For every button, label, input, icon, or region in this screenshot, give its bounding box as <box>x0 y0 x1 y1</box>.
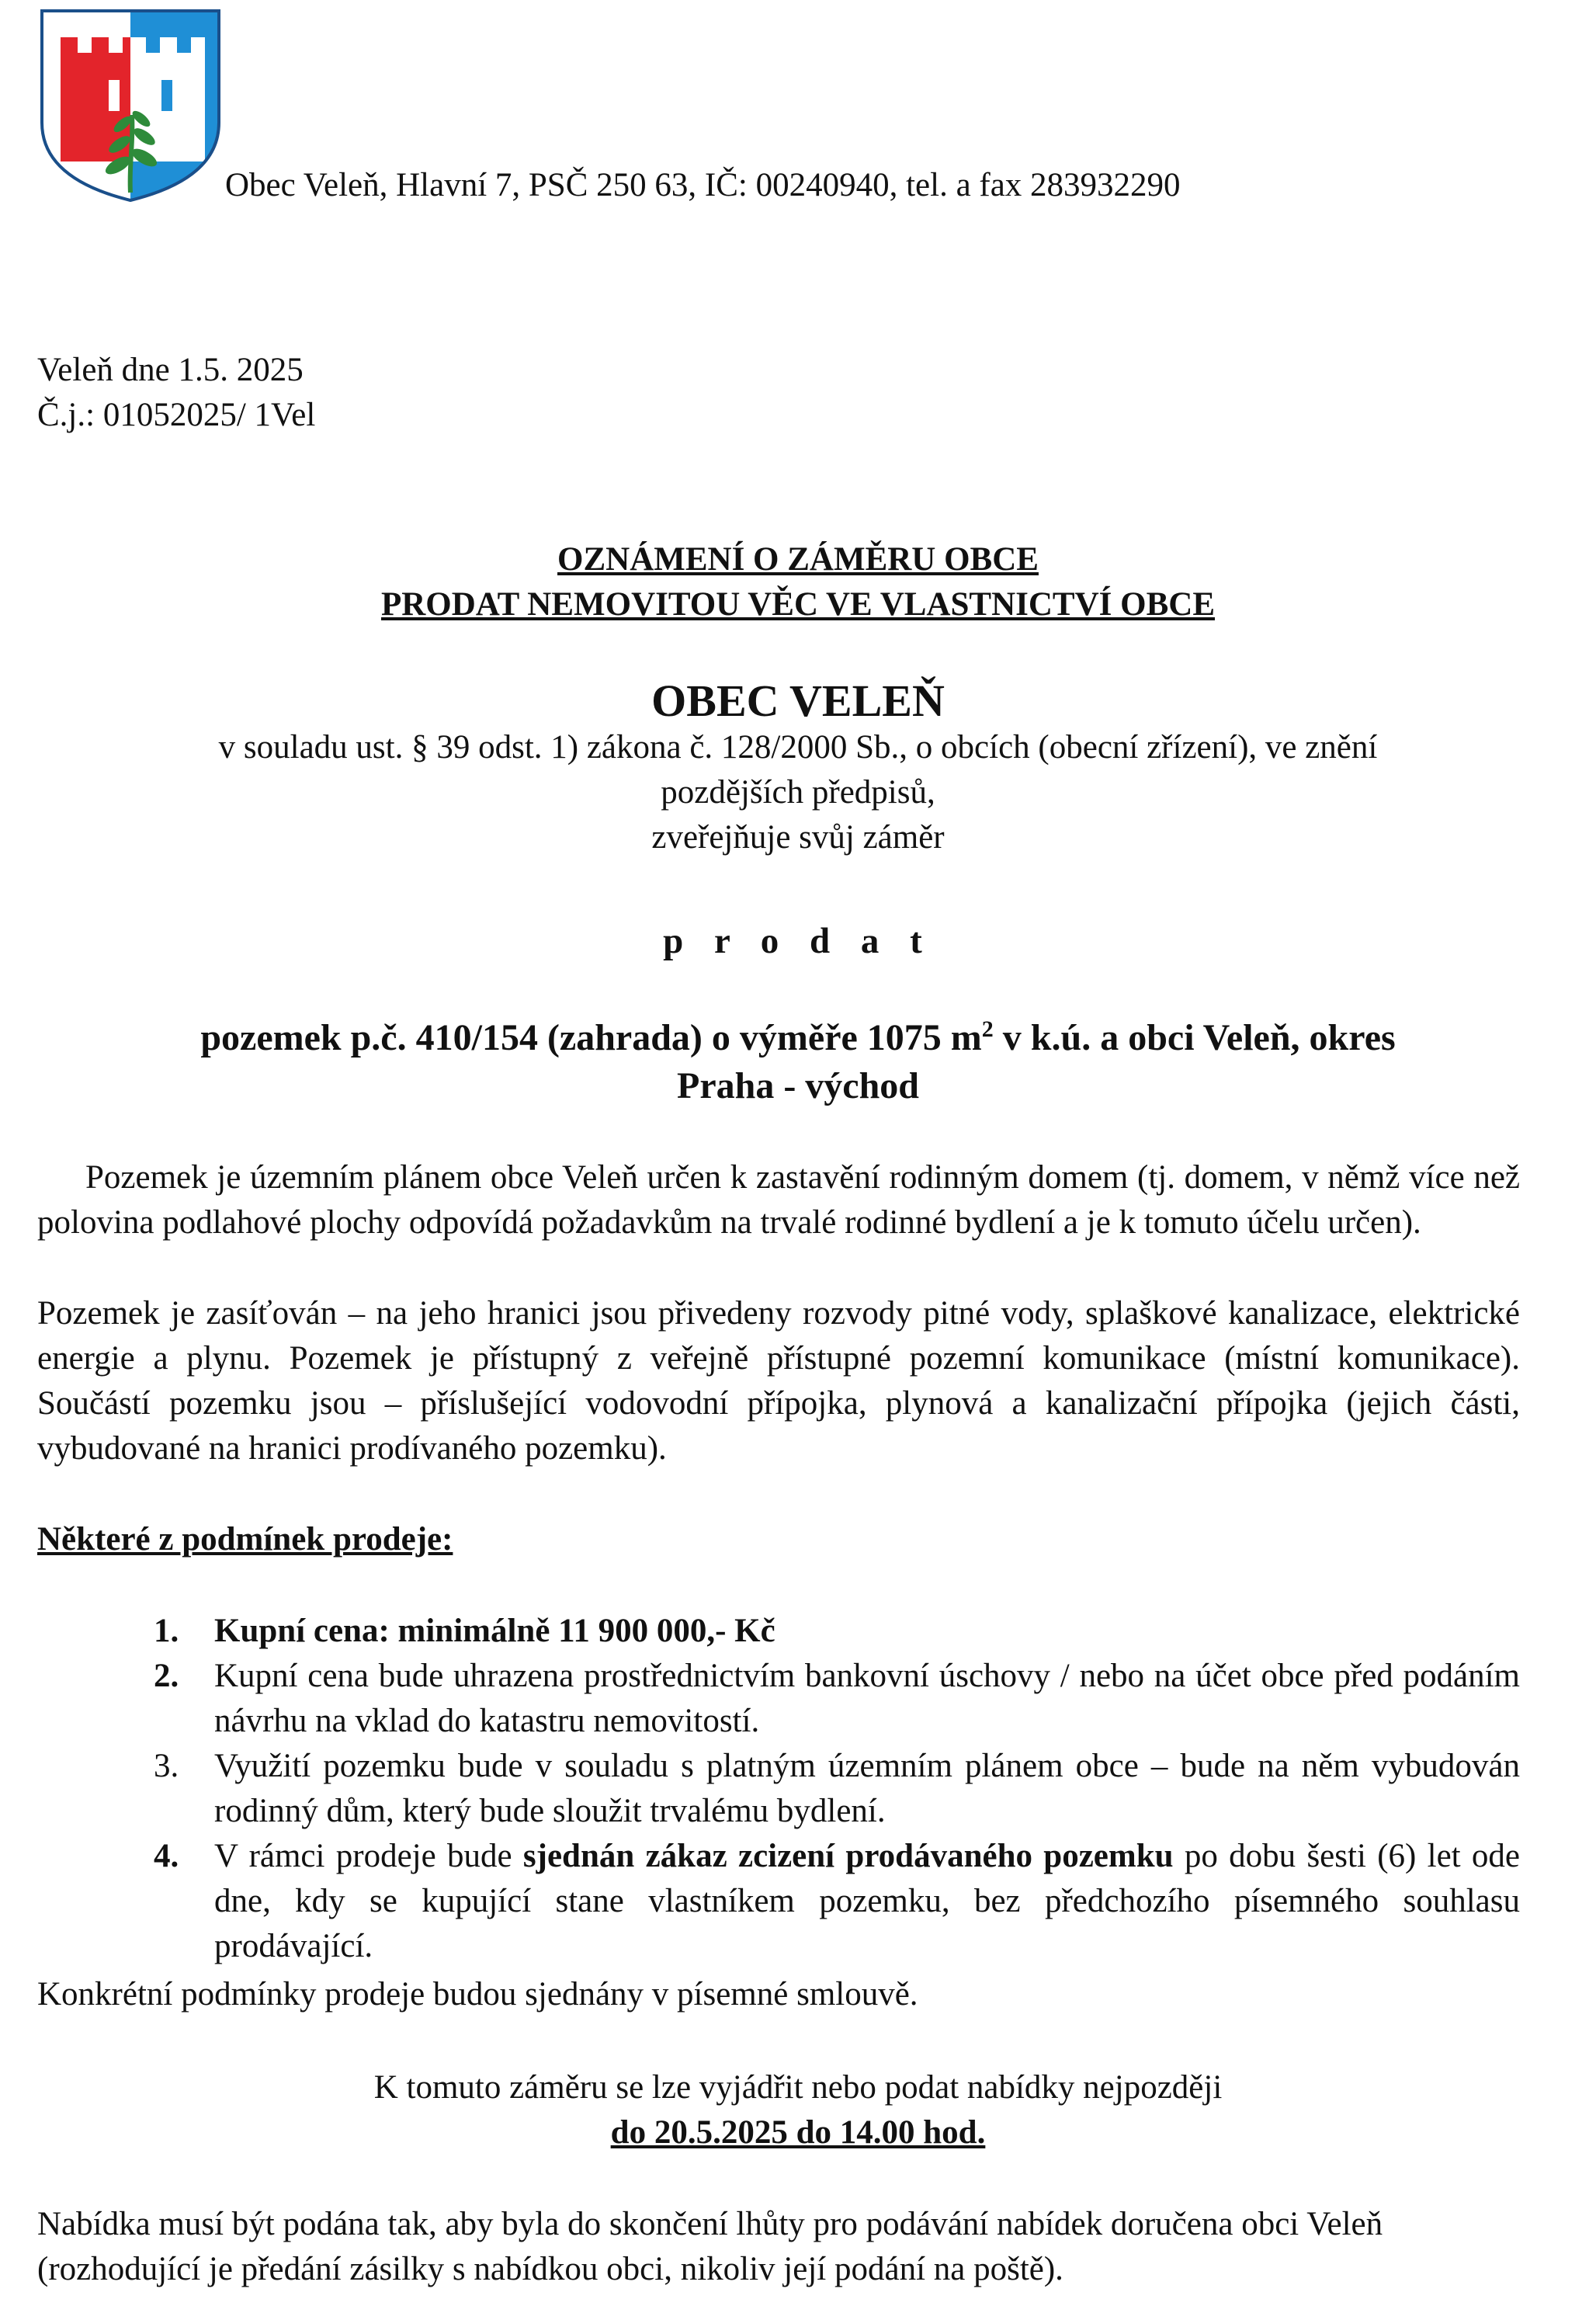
document-title-line2: PRODAT NEMOVITOU VĚC VE VLASTNICTVÍ OBCE <box>380 586 1216 623</box>
condition-item <box>37 1744 1520 1834</box>
condition-item <box>37 1834 1520 1969</box>
condition-number: 3. <box>154 1748 179 1784</box>
condition-number: 4. <box>154 1838 179 1874</box>
condition-text-a: V rámci prodeje bude <box>214 1838 523 1874</box>
plot-text-a: pozemek p.č. 410/154 (zahrada) o výměře 1075 m <box>200 1017 982 1058</box>
plot-description-line1 <box>37 1014 1559 1062</box>
condition-text: Kupní cena: minimálně 11 900 000,- Kč <box>214 1613 775 1649</box>
body-paragraph-2: Pozemek je zasíťován – na jeho hranici jsou přivedeny rozvody pitné vody, splaškové kanalizace, elektrické energie a plynu. Pozemek je přístupný z veřejně přístupné pozemní komunikace (místní komunikace). Součástí pozemku jsou – příslušející vodovodní přípojka, plynová a kanalizační přípojka (jejich části, vybudované na hranici prodívaného pozemku). <box>37 1295 1520 1467</box>
document-date: Veleň dne 1.5. 2025 <box>37 352 304 388</box>
condition-number: 1. <box>154 1613 179 1649</box>
legal-basis-line2: pozdějších předpisů, <box>661 774 935 811</box>
plot-description-line2: Praha - východ <box>677 1065 919 1106</box>
condition-text-b: po dobu šesti (6) let ode dne, kdy se kupující stane vlastníkem pozemku, bez předchozího písemného souhlasu prodávající. <box>214 1838 1521 1964</box>
condition-number: 2. <box>154 1658 179 1694</box>
legal-basis-line1: v souladu ust. § 39 odst. 1) zákona č. 128/2000 Sb., o obcích (obecní zřízení), ve znění <box>218 729 1378 766</box>
condition-item <box>37 1609 1520 1654</box>
condition-text: Kupní cena bude uhrazena prostřednictvím bankovní úschovy / nebo na účet obce před podáním návrhu na vklad do katastru nemovitostí. <box>214 1658 1520 1739</box>
deadline-intro: K tomuto záměru se lze vyjádřit nebo podat nabídky nejpozději <box>373 2069 1223 2106</box>
reference-number: Č.j.: 01052025/ 1Vel <box>37 397 316 433</box>
plot-unit-superscript: 2 <box>981 1016 994 1042</box>
municipality-name: OBEC VELEŇ <box>651 675 945 726</box>
coat-of-arms <box>37 6 224 204</box>
action-heading: p r o d a t <box>663 921 933 961</box>
conditions-closing: Konkrétní podmínky prodeje budou sjednány v písemné smlouvě. <box>37 1976 918 2013</box>
condition-item <box>37 1654 1520 1744</box>
body-paragraph-1: Pozemek je územním plánem obce Veleň určen k zastavění rodinným domem (tj. domem, v němž více než polovina podlahové plochy odpovídá požadavkům na trvalé rodinné bydlení a je k tomuto účelu určen). <box>37 1159 1520 1241</box>
plot-text-b: v k.ú. a obci Veleň, okres <box>993 1017 1396 1058</box>
deadline-date: do 20.5.2025 do 14.00 hod. <box>610 2114 986 2151</box>
document-title-line1: OZNÁMENÍ O ZÁMĚRU OBCE <box>557 541 1039 578</box>
coat-of-arms-icon <box>37 6 224 204</box>
conditions-heading: Některé z podmínek prodeje: <box>37 1521 453 1558</box>
municipality-address: Obec Veleň, Hlavní 7, PSČ 250 63, IČ: 00240940, tel. a fax 283932290 <box>225 167 1181 203</box>
legal-basis-line3: zveřejňuje svůj záměr <box>651 819 945 856</box>
condition-text: Využití pozemku bude v souladu s platným územním plánem obce – bude na něm vybudován rodinný dům, který bude sloužit trvalému bydlení. <box>214 1748 1520 1829</box>
condition-text-bold: sjednán zákaz zcizení prodávaného pozemku <box>522 1838 1174 1874</box>
submission-notice: Nabídka musí být podána tak, aby byla do skončení lhůty pro podávání nabídek doručena obci Veleň (rozhodující je předání zásilky s nabídkou obci, nikoliv její podání na poště). <box>37 2206 1383 2287</box>
conditions-list <box>37 1609 1520 1969</box>
